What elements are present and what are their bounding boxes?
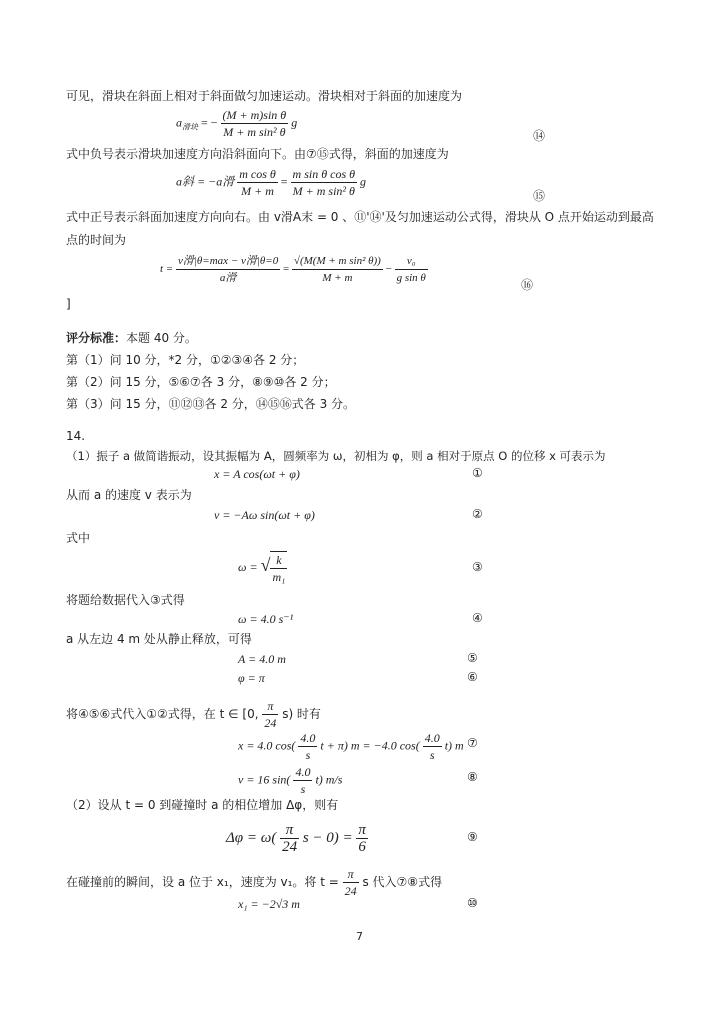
grading-line: 第（2）问 15 分，⑤⑥⑦各 3 分，⑧⑨⑩各 2 分； xyxy=(66,375,336,389)
paragraph: （1）振子 a 做简谐振动，设其振幅为 A，圆频率为 ω，初相为 φ，则 a 相对于原点 O 的位移 x 可表示为 xyxy=(66,449,606,463)
grading-title: 评分标准：本题 40 分。 xyxy=(66,331,197,345)
paragraph: 可见，滑块在斜面上相对于斜面做匀加速运动。滑块相对于斜面的加速度为 xyxy=(66,89,463,103)
equation-10: x₁ = −2√3 m xyxy=(238,897,300,911)
equation-7: x = 4.0 cos( $\frac{4.0}{s}$ t + π) m = −4.0 cos( $\frac{4.0}{s}$ t) m xyxy=(238,731,464,762)
paragraph: 式中正号表示斜面加速度方向向右。由 v滑A末 = 0 、⑪'⑭'及匀加速运动公式得，滑块从 O 点开始运动到最高 xyxy=(66,210,654,224)
paragraph: 式中负号表示滑块加速度方向沿斜面向下。由⑦⑮式得，斜面的加速度为 xyxy=(66,147,449,161)
equation-tag: ① xyxy=(472,466,483,480)
paragraph: 将题给数据代入③式得 xyxy=(66,593,185,607)
equation-tag: ③ xyxy=(472,560,483,574)
equation-tag: ④ xyxy=(472,611,483,625)
equation-15: a斜 = −a滑 $\frac{\text{m cos θ}}{M + m}$ = $\frac{\text{m sin θ cos θ}}{\text{M + m sin² θ}}$ g xyxy=(176,167,367,198)
equation-6: φ = π xyxy=(238,671,265,685)
equation-1: x = A cos(ωt + φ) xyxy=(214,467,300,481)
equation-tag: ⑥ xyxy=(467,670,478,684)
equation-tag: ⑮ xyxy=(533,189,546,203)
question-number: 14. xyxy=(66,429,86,443)
equation-tag: ⑧ xyxy=(467,770,478,784)
equation-16: t = $\frac{\text{v滑|θ=max − v滑|θ=0}}{\text{a滑}}$ = $\frac{\text{√(M(M + m sin² θ))}}{M + m}$ − $\frac{\text{v₀}}{\text{g sin θ}}$ xyxy=(160,255,426,284)
page-number: 7 xyxy=(356,930,363,943)
paragraph: 将④⑤⑥式代入①②式得，在 t ∈ [0, $\frac{\pi}{24}$ s) 时有 xyxy=(66,699,321,730)
equation-tag: ⑩ xyxy=(467,896,478,910)
equation-3: ω = √ $\frac{k}{\text{m₁}}$ xyxy=(238,553,286,584)
paragraph: 在碰撞前的瞬间，设 a 位于 x₁，速度为 v₁。将 t = $\frac{\pi}{24}$ s 代入⑦⑧式得 xyxy=(66,867,443,898)
equation-4: ω = 4.0 s⁻¹ xyxy=(238,612,294,626)
equation-tag: ⑯ xyxy=(521,278,534,292)
paragraph: 式中 xyxy=(66,531,91,545)
equation-tag: ⑨ xyxy=(467,830,478,844)
grading-line: 第（3）问 15 分，⑪⑫⑬各 2 分，⑭⑮⑯式各 3 分。 xyxy=(66,397,356,411)
equation-tag: ⑭ xyxy=(533,129,546,143)
paragraph: a 从左边 4 m 处从静止释放，可得 xyxy=(66,632,252,646)
equation-14: $a_{滑块}$ = − $\frac{\text{(M + m)sin θ}}{\text{M + m sin² θ}}$ g xyxy=(176,108,298,139)
paragraph: （2）设从 t = 0 到碰撞时 a 的相位增加 Δφ，则有 xyxy=(66,798,339,812)
equation-8: v = 16 sin( $\frac{4.0}{s}$ t) m/s xyxy=(238,765,343,796)
equation-5: A = 4.0 m xyxy=(238,652,286,666)
equation-tag: ② xyxy=(472,507,483,521)
equation-2: v = −Aω sin(ωt + φ) xyxy=(214,508,315,522)
equation-tag: ⑤ xyxy=(467,651,478,665)
equation-tag: ⑦ xyxy=(467,736,478,750)
closing-bracket: ] xyxy=(66,297,71,311)
equation-9: Δφ = ω( $\frac{\pi}{24}$ s − 0) = $\frac{\pi}{6}$ xyxy=(226,822,366,855)
paragraph: 从而 a 的速度 v 表示为 xyxy=(66,488,192,502)
paragraph: 点的时间为 xyxy=(66,233,127,247)
grading-line: 第（1）问 10 分，*2 分，①②③④各 2 分； xyxy=(66,353,305,367)
